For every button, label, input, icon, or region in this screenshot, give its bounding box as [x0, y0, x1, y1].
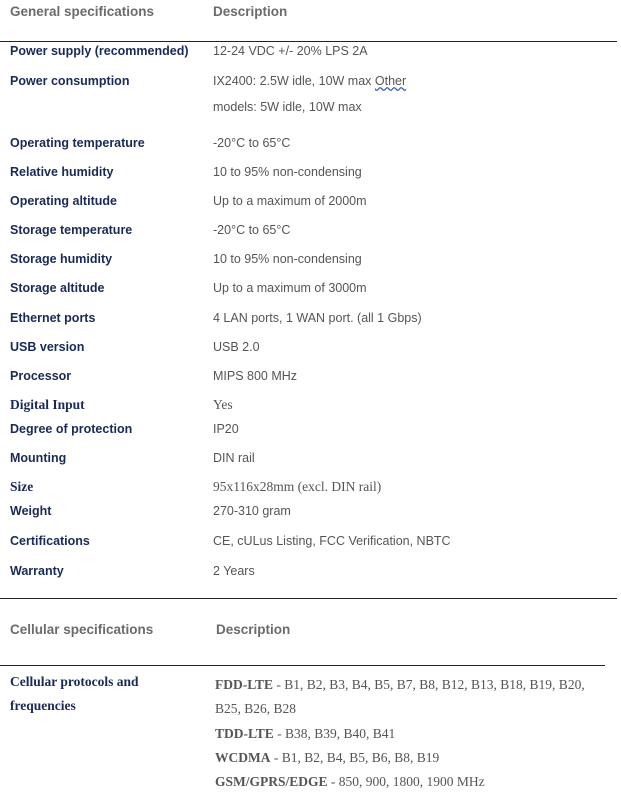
- spec-value-certifications: CE, cULus Listing, FCC Verification, NBTC: [213, 534, 451, 548]
- cellular-header-divider: [0, 665, 605, 666]
- spec-label-certifications: Certifications: [10, 534, 90, 548]
- header-divider: [0, 41, 617, 42]
- spec-label-degree-of-protection: Degree of protection: [10, 422, 133, 436]
- cellular-line-tdd-lte: TDD-LTE - B38, B39, B40, B41: [215, 726, 396, 741]
- spec-value-power-supply: 12-24 VDC +/- 20% LPS 2A: [213, 44, 368, 58]
- spec-value-relative-humidity: 10 to 95% non-condensing: [213, 165, 362, 179]
- spec-label-storage-humidity: Storage humidity: [10, 252, 113, 266]
- spec-value-operating-temperature: -20°C to 65°C: [213, 136, 291, 150]
- spec-label-ethernet-ports: Ethernet ports: [10, 311, 96, 325]
- spec-value-ethernet-ports: 4 LAN ports, 1 WAN port. (all 1 Gbps): [213, 311, 422, 325]
- spec-value-warranty: 2 Years: [213, 564, 255, 578]
- spec-value-mounting: DIN rail: [213, 451, 255, 465]
- cellular-spec-header: Cellular specifications: [10, 622, 154, 637]
- spec-label-digital-input: Digital Input: [10, 397, 85, 412]
- cellular-line-fdd-lte: FDD-LTE - B1, B2, B3, B4, B5, B7, B8, B12, B13, B18, B19, B20,: [215, 677, 585, 692]
- cellular-line-gsm: GSM/GPRS/EDGE - 850, 900, 1800, 1900 MHz: [215, 774, 485, 789]
- cellular-protocols-label: Cellular protocols and frequencies: [10, 674, 139, 713]
- spec-value-storage-humidity: 10 to 95% non-condensing: [213, 252, 362, 266]
- spec-label-processor: Processor: [10, 369, 72, 383]
- section-divider: [0, 598, 617, 599]
- spec-value-power-consumption-line2: models: 5W idle, 10W max: [213, 100, 362, 114]
- spec-label-operating-temperature: Operating temperature: [10, 136, 145, 150]
- spec-value-storage-altitude: Up to a maximum of 3000m: [213, 281, 367, 295]
- spec-label-operating-altitude: Operating altitude: [10, 194, 117, 208]
- spec-label-power-supply: Power supply (recommended): [10, 44, 189, 58]
- spec-value-usb-version: USB 2.0: [213, 340, 260, 354]
- cellular-line-wcdma: WCDMA - B1, B2, B4, B5, B6, B8, B19: [215, 750, 440, 765]
- spec-value-weight: 270-310 gram: [213, 504, 291, 518]
- spec-label-size: Size: [10, 479, 34, 494]
- spec-label-storage-altitude: Storage altitude: [10, 281, 105, 295]
- spec-value-size: 95x116x28mm (excl. DIN rail): [213, 479, 382, 494]
- cellular-description-header: Description: [216, 622, 291, 637]
- spec-label-power-consumption: Power consumption: [10, 74, 130, 88]
- spec-value-degree-of-protection: IP20: [213, 422, 239, 436]
- spec-label-storage-temperature: Storage temperature: [10, 223, 133, 237]
- spec-value-processor: MIPS 800 MHz: [213, 369, 298, 383]
- cellular-line-fdd-lte-cont: B25, B26, B28: [215, 701, 297, 716]
- spec-label-usb-version: USB version: [10, 340, 85, 354]
- spec-value-operating-altitude: Up to a maximum of 2000m: [213, 194, 367, 208]
- spec-label-warranty: Warranty: [10, 564, 64, 578]
- spec-label-weight: Weight: [10, 504, 52, 518]
- spec-value-digital-input: Yes: [213, 397, 233, 412]
- spec-value-storage-temperature: -20°C to 65°C: [213, 223, 291, 237]
- spec-label-relative-humidity: Relative humidity: [10, 165, 114, 179]
- spec-value-power-consumption-line1: IX2400: 2.5W idle, 10W max Other: [213, 74, 407, 88]
- general-spec-header: General specifications: [10, 4, 155, 19]
- spec-label-mounting: Mounting: [10, 451, 67, 465]
- general-description-header: Description: [213, 4, 288, 19]
